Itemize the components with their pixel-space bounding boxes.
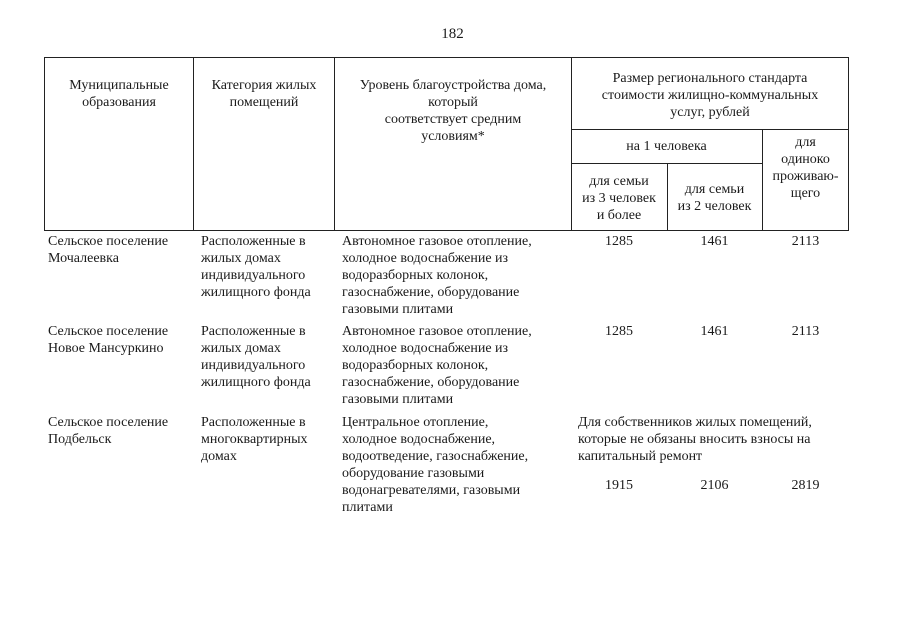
row3-level: Центральное отопление, холодное водоснабжение, водоотведение, газоснабжение, оборудование газовыми водонагревателями, газовыми плитами <box>342 415 529 515</box>
row3-value-family2: 2106 <box>700 478 729 493</box>
header-standard: Размер регионального стандарта стоимости жилищно-коммунальных услуг, рублей <box>601 71 819 120</box>
row2-value-family2: 1461 <box>700 324 729 339</box>
header-category: Категория жилых помещений <box>211 78 317 110</box>
row1-municipality: Сельское поселение Мочалеевка <box>48 234 169 266</box>
row2-value-single: 2113 <box>791 324 820 339</box>
row3-value-family3: 1915 <box>605 478 633 493</box>
row1-category: Расположенные в жилых домах индивидуального жилищного фонда <box>201 234 311 300</box>
table-top-border <box>44 57 849 58</box>
row2-value-family3: 1285 <box>605 324 633 339</box>
header-municipality: Муниципальные образования <box>69 78 169 110</box>
row3-value-single: 2819 <box>791 478 820 493</box>
row2-level: Автономное газовое отопление, холодное водоснабжение из водоразборных колонок, газоснабжение, оборудование газовыми плитами <box>342 324 532 407</box>
row1-value-single: 2113 <box>791 234 820 249</box>
row3-note: Для собственников жилых помещений, которые не обязаны вносить взносы на капитальный ремонт <box>578 415 812 464</box>
header-single: для одиноко проживаю- щего <box>772 135 839 201</box>
page-number: 182 <box>441 26 464 42</box>
header-bottom-border <box>44 230 849 231</box>
header-family-2: для семьи из 2 человек <box>677 182 752 214</box>
row1-value-family2: 1461 <box>700 234 729 249</box>
standard-subheader-line <box>571 129 849 130</box>
header-per-person: на 1 человека <box>626 139 707 154</box>
header-level: Уровень благоустройства дома, который соответствует средним условиям* <box>359 78 547 144</box>
header-family-3: для семьи из 3 человек и более <box>582 174 656 223</box>
row3-category: Расположенные в многоквартирных домах <box>201 415 308 464</box>
row2-category: Расположенные в жилых домах индивидуального жилищного фонда <box>201 324 311 390</box>
row1-value-family3: 1285 <box>605 234 633 249</box>
row3-municipality: Сельское поселение Подбельск <box>48 415 169 447</box>
row2-municipality: Сельское поселение Новое Мансуркино <box>48 324 169 356</box>
row1-level: Автономное газовое отопление, холодное водоснабжение из водоразборных колонок, газоснабжение, оборудование газовыми плитами <box>342 234 532 317</box>
